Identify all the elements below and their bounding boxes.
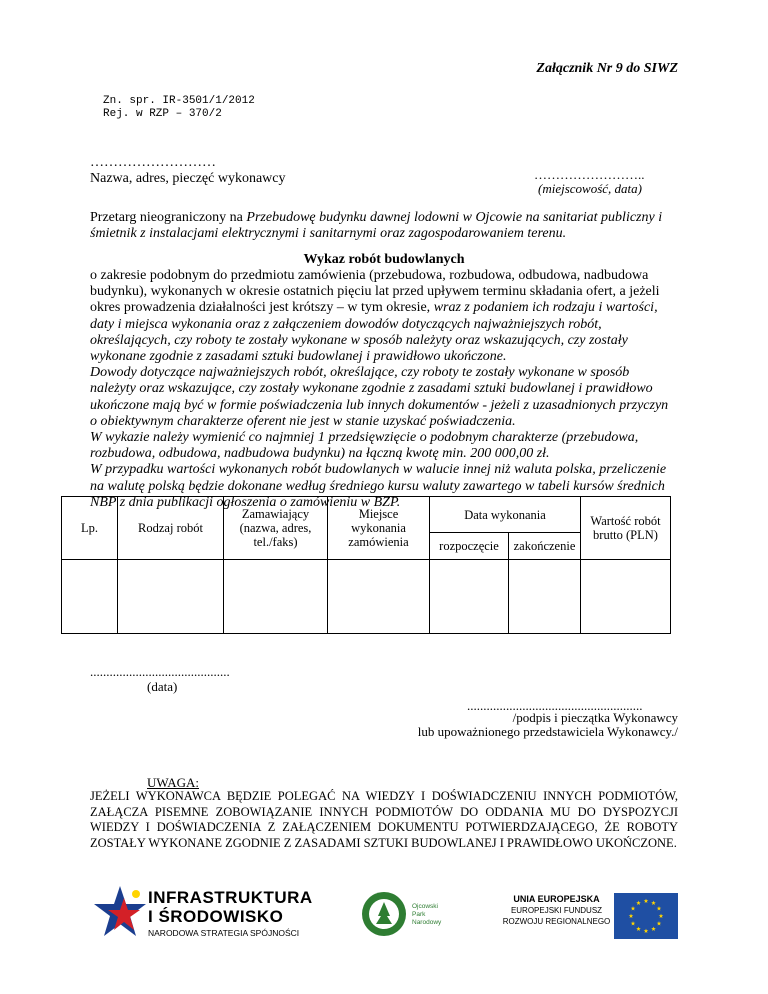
note-evidence: Dowody dotyczące najważniejszych robót, określające, czy roboty te zostały wykonane w sposób należyty oraz wskazujące, czy zostały wykonane zgodnie z zasadami sztuki budowlanej i prawidłowo ukończone mają być w formie poświadczenia lub innych dokumentów - jeżeli z uzasadnionych przyczyn o obiektywnym charakterze oferent nie jest w stanie uzyskać poświadczenia. [90,365,669,429]
works-table [61,496,671,634]
place-dots: …………………….. [534,167,645,182]
logo-infrastruktura [90,882,330,946]
attachment-label: Załącznik Nr 9 do SIWZ [536,61,678,76]
park-emblem-icon [360,890,408,938]
park-line-2: Park [412,911,426,918]
infra-line-2: I ŚRODOWISKO [148,907,284,926]
infra-star-icon [90,882,150,946]
park-line-1: Ojcowski [412,903,439,910]
contractor-dots: ……………………… [90,155,216,170]
signature-line-2: lub upoważnionego przedstawiciela Wykonawcy./ [417,724,678,739]
col-header-zamawiajacy: Zamawiający (nazwa, adres, tel./faks) [224,497,328,560]
col-header-rodzaj: Rodzaj robót [118,497,224,560]
col-header-data: Data wykonania [430,497,581,533]
eu-line-2: EUROPEJSKI FUNDUSZ [510,906,603,915]
cell-zakonczenie[interactable] [509,560,581,634]
col-header-lp: Lp. [62,497,118,560]
logo-eu-text [494,893,619,939]
note-minimum: W wykazie należy wymienić co najmniej 1 przedsięwzięcie o podobnym charakterze (przebudowa, rozbudowa, odbudowa, nadbudowa budynku) na łączną kwotę min. 200 000,00 zł. [90,430,639,462]
infra-line-1: INFRASTRUKTURA [148,888,313,907]
col-header-miejsce: Miejsce wykonania zamówienia [328,497,430,560]
case-number: Zn. spr. IR-3501/1/2012 [103,95,255,107]
tender-prefix: Przetarg nieograniczony na [90,210,247,225]
park-name [412,903,441,927]
section-heading: Wykaz robót budowlanych [303,252,465,267]
col-header-rozpoczecie: rozpoczęcie [430,533,509,560]
registry-number: Rej. w RZP – 370/2 [103,108,222,120]
section-body [90,268,678,511]
signature-dots: ...................................................... [467,698,643,713]
logo-ojcowski-park [360,890,470,940]
signature-line-1: /podpis i pieczątka Wykonawcy [512,710,678,725]
cell-rodzaj[interactable] [118,560,224,634]
park-line-3: Narodowy [412,919,442,926]
reference-numbers [103,95,255,121]
eu-line-1: UNIA EUROPEJSKA [513,894,600,904]
cell-wartosc[interactable] [581,560,671,634]
eu-flag-icon [614,893,678,939]
contractor-field [90,155,286,187]
body-italic: wraz z podaniem ich rodzaju i wartości, daty i miejsca wykonania oraz z załączeniem dowodów dotyczących najważniejszych robót, określających, czy roboty te zostały wykonane w sposób należyty oraz wskazujących, czy zostały wykonane zgodnie z zasadami sztuki budowlanej i prawidłowo ukończone. [90,300,658,365]
tender-title: Przebudowę budynku dawnej lodowni w Ojcowie na sanitariat publiczny i śmietnik z instalacjami elektrycznymi i sanitarnymi oraz zagospodarowaniem terenu. [90,210,663,242]
date-dots: ........................................... [90,664,230,679]
cell-rozpoczecie[interactable] [430,560,509,634]
col-header-wartosc: Wartość robót brutto (PLN) [581,497,671,560]
place-date-field [534,168,645,196]
body-regular: o zakresie podobnym do przedmiotu zamówienia (przebudowa, rozbudowa, odbudowa, nadbudowa budynku), wykonanych w okresie ostatnich pięciu lat przed upływem terminu składania ofert, a jeżeli okres prowadzenia działalności jest krótszy – w tym okresie, [90,268,660,316]
date-label: (data) [147,679,178,694]
place-label: (miejscowość, data) [538,181,642,196]
note-currency: W przypadku wartości wykonanych robót budowlanych w walucie innej niż waluta polska, przeliczenie na walutę polską będzie dokonane według średniego kursu waluty zawartego w tabeli kursów średnich NBP z dnia publikacji ogłoszenia o zamówieniu w BZP. [90,462,667,510]
eu-line-3: ROZWOJU REGIONALNEGO [502,917,611,926]
contractor-label: Nazwa, adres, pieczęć wykonawcy [90,171,286,186]
cell-zamawiajacy[interactable] [224,560,328,634]
infra-line-3: NARODOWA STRATEGIA SPÓJNOŚCI [148,928,300,938]
tender-intro [90,210,678,242]
notice-text: JEŻELI WYKONAWCA BĘDZIE POLEGAĆ NA WIEDZY I DOŚWIADCZENIU INNYCH PODMIOTÓW, ZAŁĄCZA PISEMNE ZOBOWIĄZANIE INNYCH PODMIOTÓW DO ODDANIA MU DO DYSPOZYCJI WIEDZY I DOŚWIADCZENIA Z ZAŁĄCZENIEM DOKUMENTU POTWIERDZAJĄCEGO, ŻE ROBOTY ZOSTAŁY WYKONANE ZGODNIE Z ZASADAMI SZTUKI BUDOWLANEJ I PRAWIDŁOWO UKOŃCZONE. [90,789,678,850]
cell-lp[interactable] [62,560,118,634]
table-row [62,560,671,634]
col-header-zakonczenie: zakończenie [509,533,581,560]
cell-miejsce[interactable] [328,560,430,634]
notice-title: UWAGA: [147,775,199,790]
